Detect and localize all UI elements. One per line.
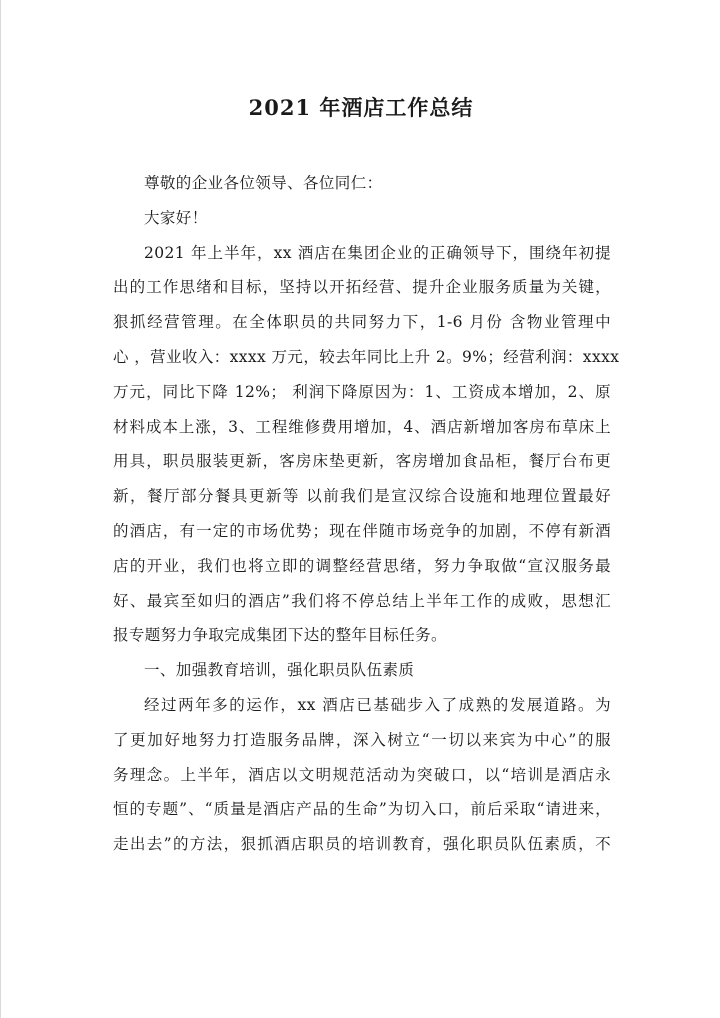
paragraph-line: 恒的专题”、“质量是酒店产品的生命”为切入口，前后采取“请进来， [113,800,611,819]
paragraph-line: 店的开业，我们也将立即的调整经营思绪，努力争取做“宣汉服务最 [113,556,611,575]
paragraph-line: 万元，同比下降 12%； 利润下降原因为：1、工资成本增加，2、原 [113,382,611,401]
paragraph-line: 的酒店，有一定的市场优势；现在伴随市场竞争的加剧，不停有新酒 [113,521,611,540]
paragraph-line: 务理念。上半年，酒店以文明规范活动为突破口，以“培训是酒店永 [113,765,611,784]
paragraph-line: 材料成本上涨，3、工程维修费用增加，4、酒店新增加客房布草床上 [113,417,611,436]
paragraph-line: 走出去”的方法，狠抓酒店职员的培训教育，强化职员队伍素质，不 [113,835,611,854]
paragraph-line: 好、最宾至如归的酒店”我们将不停总结上半年工作的成败，思想汇 [113,591,611,610]
salutation-line: 尊敬的企业各位领导、各位同仁： [144,174,383,192]
greeting-line: 大家好！ [144,208,208,227]
paragraph-line: 心 ，营业收入：xxxx 万元，较去年同比上升 2。9%；经营利润：xxxx [113,347,620,366]
section-heading: 一、加强教育培训，强化职员队伍素质 [144,661,415,680]
paragraph-line: 了更加好地努力打造服务品牌，深入树立“一切以来宾为中心”的服 [113,730,611,749]
paragraph-line: 报专题努力争取完成集团下达的整年目标任务。 [113,626,447,645]
document-body [113,166,620,862]
paragraph-line: 新，餐厅部分餐具更新等 以前我们是宣汉综合设施和地理位置最好 [113,487,611,506]
paragraph-line: 经过两年多的运作，xx 酒店已基础步入了成熟的发展道路。为 [144,695,611,714]
document-title: 2021 年酒店工作总结 [248,95,474,120]
paragraph-line: 2021 年上半年，xx 酒店在集团企业的正确领导下，围绕年初提 [144,243,611,262]
paragraph-line: 狠抓经营管理。在全体职员的共同努力下，1-6 月份 含物业管理中 [113,313,611,332]
paragraph-line: 出的工作思绪和目标，坚持以开拓经营、提升企业服务质量为关键， [113,278,611,297]
paragraph-line: 用具，职员服装更新，客房床垫更新，客房增加食品柜，餐厅台布更 [113,452,611,471]
